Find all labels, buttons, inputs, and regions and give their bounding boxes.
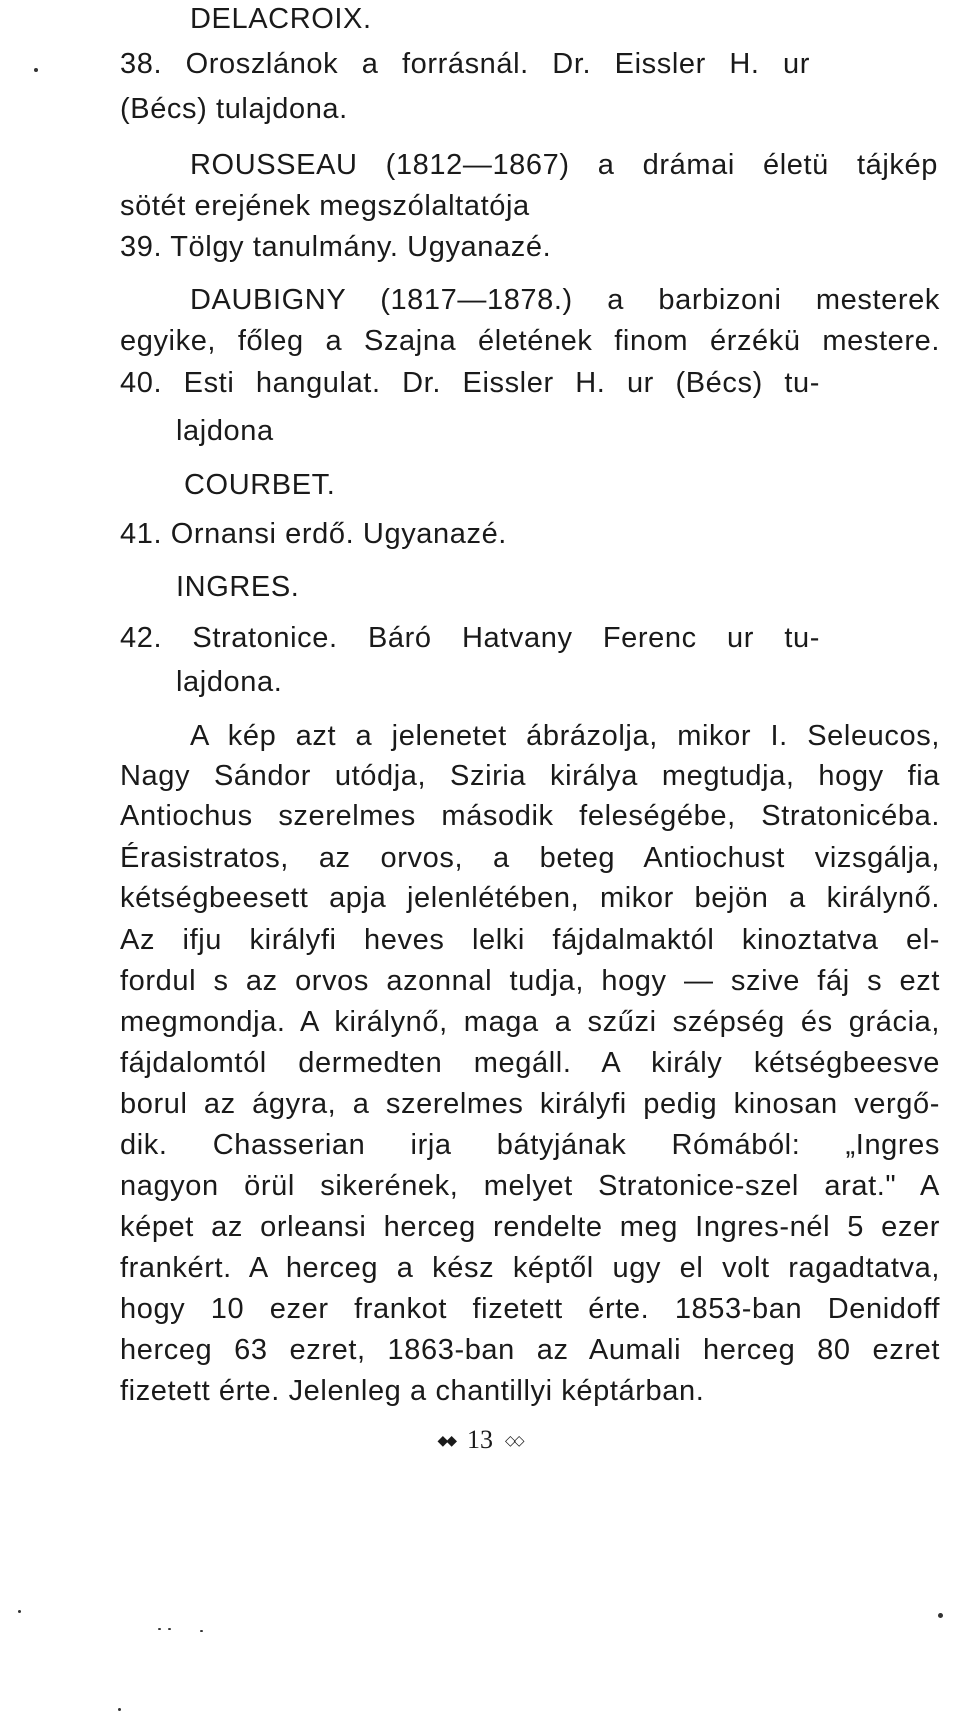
catalog-entry-39: 39. Tölgy tanulmány. Ugyanazé. (120, 231, 552, 263)
text-line: egyike, főleg a Szajna életének finom érzékü mestere. (120, 325, 940, 357)
text-line: képet az orleansi herceg rendelte meg Ingres-nél 5 ezer (120, 1211, 940, 1243)
text-line: fájdalomtól dermedten megáll. A király kétségbeesve (120, 1047, 940, 1079)
ornament-right-icon: ◇◇ (505, 1434, 523, 1450)
text-line: Az ifju királyfi heves lelki fájdalmaktól kinoztatva el- (120, 924, 940, 956)
artist-intro-rousseau: ROUSSEAU (1812—1867) a drámai életü tájkép (190, 149, 938, 181)
scan-speck-icon (200, 1630, 203, 1632)
text-line: nagyon örül sikerének, melyet Stratonice-szel arat." A (120, 1170, 940, 1202)
page-number: 13 (467, 1425, 493, 1454)
scan-speck-icon (168, 1628, 171, 1630)
scan-speck-icon (118, 1708, 121, 1711)
scan-speck-icon (18, 1610, 21, 1613)
text-line: lajdona. (176, 666, 283, 698)
catalog-entry-38: 38. Oroszlánok a forrásnál. Dr. Eissler H. ur (120, 48, 810, 80)
text-line: frankért. A herceg a kész képtől ugy el volt ragadtatva, (120, 1252, 940, 1284)
scan-speck-icon (158, 1628, 161, 1630)
paragraph-last-line: fizetett érte. Jelenleg a chantillyi képtárban. (120, 1375, 705, 1407)
text-line: borul az ágyra, a szerelmes királyfi pedig kinosan vergő- (120, 1088, 940, 1120)
text-line: Nagy Sándor utódja, Sziria királya megtudja, hogy fia (120, 760, 940, 792)
text-line: megmondja. A királynő, maga a szűzi szépség és grácia, (120, 1006, 940, 1038)
text-line: herceg 63 ezret, 1863-ban az Aumali herceg 80 ezret (120, 1334, 940, 1366)
page-number-footer (0, 1422, 960, 1460)
section-heading-ingres: INGRES. (176, 571, 300, 603)
catalog-entry-42: 42. Stratonice. Báró Hatvany Ferenc ur tu- (120, 622, 820, 654)
text-line: fordul s az orvos azonnal tudja, hogy — szive fáj s ezt (120, 965, 940, 997)
text-line: kétségbeesett apja jelenlétében, mikor bejön a királynő. (120, 882, 940, 914)
scan-speck-icon (938, 1613, 943, 1618)
text-line: (Bécs) tulajdona. (120, 93, 348, 125)
catalog-entry-41: 41. Ornansi erdő. Ugyanazé. (120, 518, 507, 550)
text-line: sötét erejének megszólaltatója (120, 190, 530, 222)
section-heading-delacroix: DELACROIX. (190, 3, 372, 35)
text-line: lajdona (176, 415, 274, 447)
artist-intro-daubigny: DAUBIGNY (1817—1878.) a barbizoni mesterek (190, 284, 940, 316)
scan-speck-icon (34, 68, 38, 72)
text-line: Érasistratos, az orvos, a beteg Antiochust vizsgálja, (120, 842, 940, 874)
ornament-left-icon: ◆◆ (437, 1434, 455, 1450)
text-line: hogy 10 ezer frankot fizetett érte. 1853-ban Denidoff (120, 1293, 940, 1325)
text-line: Antiochus szerelmes második feleségébe, Stratonicéba. (120, 800, 940, 832)
catalog-entry-40: 40. Esti hangulat. Dr. Eissler H. ur (Bécs) tu- (120, 367, 820, 399)
text-line: dik. Chasserian irja bátyjának Rómából: „Ingres (120, 1129, 940, 1161)
section-heading-courbet: COURBET. (184, 469, 336, 501)
paragraph-first-line: A kép azt a jelenetet ábrázolja, mikor I. Seleucos, (190, 720, 940, 752)
